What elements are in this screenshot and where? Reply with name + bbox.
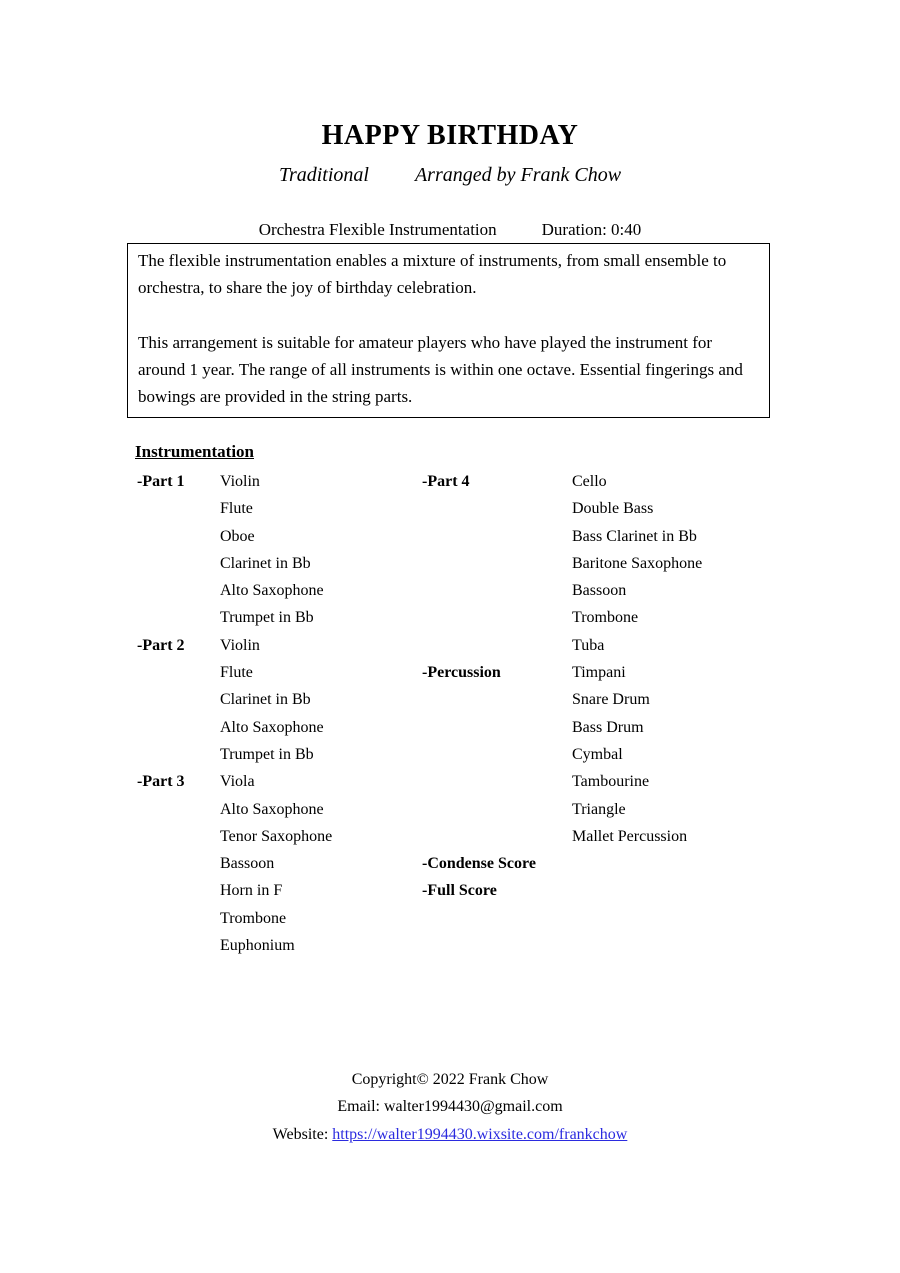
duration: Duration: 0:40 xyxy=(541,220,642,239)
instrumentation-row xyxy=(137,877,782,904)
part-label-right xyxy=(422,632,572,659)
part-label-left xyxy=(137,577,220,604)
instrument-left: Violin xyxy=(220,473,260,490)
instrument-left: Trombone xyxy=(220,909,287,927)
instrumentation-row xyxy=(137,823,782,850)
instrumentation-row xyxy=(137,741,782,768)
instrument-right xyxy=(572,877,782,904)
instrumentation-row xyxy=(137,796,782,823)
instrumentation-row xyxy=(137,850,782,877)
part-label-right xyxy=(422,686,572,713)
part-label-left xyxy=(137,905,220,932)
part-label-left xyxy=(137,850,220,877)
subtitle-line xyxy=(0,164,900,187)
instrumentation-row xyxy=(137,468,782,495)
instrument-right: Trombone xyxy=(572,609,639,627)
part-label-left: -Part 3 xyxy=(137,773,185,791)
part-label-left xyxy=(137,604,220,631)
part-label-left xyxy=(137,741,220,768)
description-box xyxy=(127,243,770,418)
instrumentation-row xyxy=(137,768,782,795)
part-label-right xyxy=(422,932,572,959)
instrument-left: Flute xyxy=(220,664,253,682)
part-label-right xyxy=(422,523,572,550)
instrument-right xyxy=(572,905,782,932)
composer-credit: Traditional xyxy=(278,164,369,186)
instrumentation-row xyxy=(137,714,782,741)
part-label-left xyxy=(137,796,220,823)
footer xyxy=(0,1066,900,1148)
ensemble-type: Orchestra Flexible Instrumentation xyxy=(258,220,497,239)
part-label-left xyxy=(137,550,220,577)
instrument-right xyxy=(572,932,782,959)
instrument-right: Cello xyxy=(572,473,607,490)
instrumentation-row xyxy=(137,523,782,550)
part-label-left xyxy=(137,823,220,850)
instrument-left: Alto Saxophone xyxy=(220,800,324,818)
instrument-left: Bassoon xyxy=(220,855,275,873)
instrument-left: Alto Saxophone xyxy=(220,718,324,736)
part-label-right: -Part 4 xyxy=(422,473,470,490)
part-label-right xyxy=(422,714,572,741)
instrument-right: Double Bass xyxy=(572,500,654,518)
description-paragraph-1: The flexible instrumentation enables a mixture of instruments, from small ensemble to orchestra, to share the joy of birthday celebration. xyxy=(138,251,727,298)
copyright-line: Copyright© 2022 Frank Chow xyxy=(351,1071,549,1088)
instrumentation-row xyxy=(137,495,782,522)
instrument-right xyxy=(572,850,782,877)
instrumentation-row xyxy=(137,659,782,686)
instrument-right: Mallet Percussion xyxy=(572,827,688,845)
page-title: HAPPY BIRTHDAY xyxy=(321,120,579,151)
instrument-right: Cymbal xyxy=(572,745,623,763)
part-label-left xyxy=(137,495,220,522)
instrumentation-row xyxy=(137,604,782,631)
part-label-left xyxy=(137,686,220,713)
part-label-right: -Condense Score xyxy=(422,855,536,873)
part-label-right xyxy=(422,905,572,932)
part-label-left xyxy=(137,877,220,904)
part-label-right xyxy=(422,577,572,604)
instrument-left: Violin xyxy=(220,636,260,654)
part-label-left xyxy=(137,523,220,550)
instrumentation-row xyxy=(137,686,782,713)
instrument-right: Bassoon xyxy=(572,582,627,600)
instrument-left: Viola xyxy=(220,773,255,791)
instrument-right: Triangle xyxy=(572,800,626,818)
instrument-right: Snare Drum xyxy=(572,691,650,709)
part-label-right xyxy=(422,796,572,823)
instrument-right: Baritone Saxophone xyxy=(572,554,703,572)
part-label-right xyxy=(422,768,572,795)
part-label-right xyxy=(422,604,572,631)
website-link[interactable]: https://walter1994430.wixsite.com/frankchow xyxy=(332,1125,628,1143)
instrument-left: Trumpet in Bb xyxy=(220,745,314,763)
instrument-right: Tuba xyxy=(572,636,605,654)
instrument-left: Clarinet in Bb xyxy=(220,554,311,572)
instrument-left: Euphonium xyxy=(220,937,295,955)
instrument-left: Trumpet in Bb xyxy=(220,609,314,627)
meta-line xyxy=(0,220,900,240)
part-label-left xyxy=(137,714,220,741)
instrumentation-heading: Instrumentation xyxy=(135,442,255,461)
instrument-left: Clarinet in Bb xyxy=(220,691,311,709)
instrument-left: Alto Saxophone xyxy=(220,582,324,600)
part-label-left: -Part 2 xyxy=(137,636,185,654)
instrument-right: Tambourine xyxy=(572,773,650,791)
part-label-right xyxy=(422,550,572,577)
instrument-left: Oboe xyxy=(220,527,255,545)
part-label-right xyxy=(422,823,572,850)
part-label-right: -Percussion xyxy=(422,664,501,682)
instrumentation-row xyxy=(137,577,782,604)
instrument-left: Tenor Saxophone xyxy=(220,827,333,845)
part-label-left xyxy=(137,932,220,959)
arranger-credit: Arranged by Frank Chow xyxy=(414,164,622,186)
email-line: Email: walter1994430@gmail.com xyxy=(337,1098,563,1116)
instrumentation-row xyxy=(137,932,782,959)
instrument-right: Bass Drum xyxy=(572,718,644,736)
description-paragraph-2: This arrangement is suitable for amateur players who have played the instrument for around 1 year. The range of all instruments is within one octave. Essential fingerings and bowings are provided in the string parts. xyxy=(138,332,743,406)
instrument-left: Horn in F xyxy=(220,882,283,900)
instrumentation-grid xyxy=(137,468,782,959)
instrument-right: Timpani xyxy=(572,664,626,682)
instrumentation-row xyxy=(137,550,782,577)
instrument-right: Bass Clarinet in Bb xyxy=(572,527,697,545)
part-label-left: -Part 1 xyxy=(137,473,185,490)
part-label-left xyxy=(137,659,220,686)
part-label-right: -Full Score xyxy=(422,882,497,900)
part-label-right xyxy=(422,741,572,768)
website-label: Website: xyxy=(272,1125,333,1143)
part-label-right xyxy=(422,495,572,522)
website-line xyxy=(0,1121,900,1148)
instrument-left: Flute xyxy=(220,500,253,518)
instrumentation-row xyxy=(137,905,782,932)
instrumentation-row xyxy=(137,632,782,659)
